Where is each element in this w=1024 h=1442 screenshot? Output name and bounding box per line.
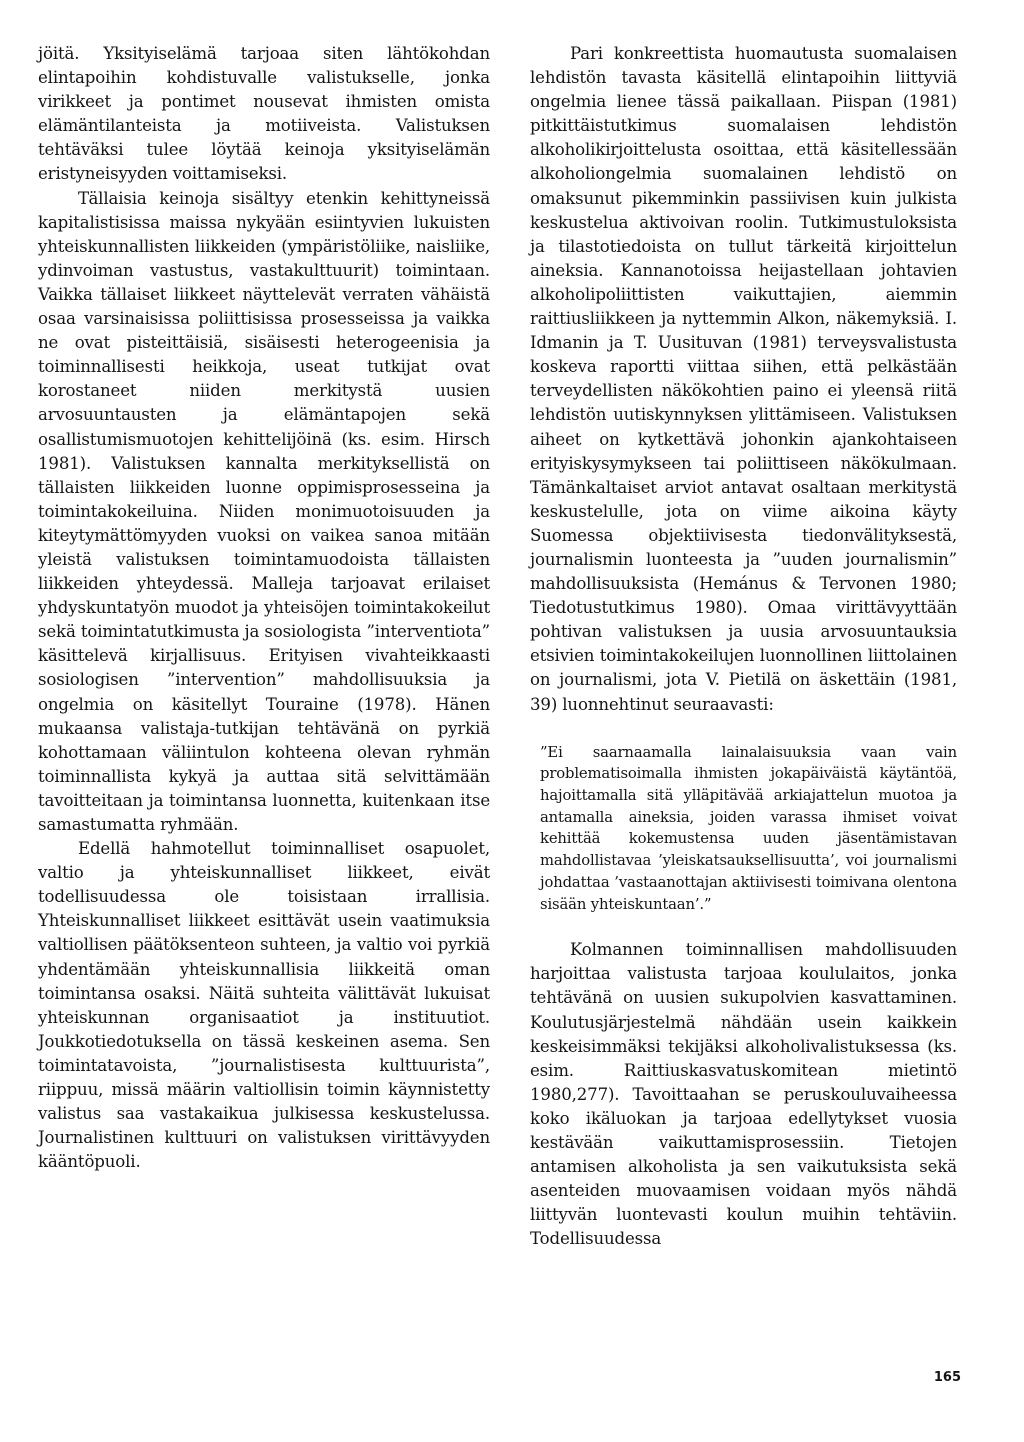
paragraph-school-system: Kolmannen toiminnallisen mahdollisuuden harjoittaa valistusta tarjoaa koululaitos, jonka tehtävänä on uusien sukupolvien kasvattaminen. Koulutusjärjestelmä nähdään usein kaikkein keskeisimmäksi tekijäksi alkoholivalistuksessa (ks. esim. Raittiuskasvatuskomitean mietintö 1980,277). Tavoittaahan se peruskouluvaiheessa koko ikäluokan ja tarjoaa edellytykset vuosia kestävään vaikuttamisprosessiin. Tietojen antamisen alkoholista ja sen vaikutuksista sekä asenteiden muovaamisen voidaan myös nähdä liittyvän luontevasti koulun muihin tehtäviin. Todellisuudessa [530,940,957,1249]
paragraph-continuation: jöitä. Yksityiselämä tarjoaa siten lähtökohdan elintapoihin kohdistuvalle valistukselle, jonka virikkeet ja pontimet nousevat ihmisten omista elämäntilanteista ja motiiveista. Valistuksen tehtäväksi tulee löytää keinoja yksityiselämän eristyneisyyden voittamiseksi. [38,44,490,184]
paragraph-social-movements: Tällaisia keinoja sisältyy etenkin kehittyneissä kapitalistisissa maissa nykyään esiintyvien lukuisten yhteiskunnallisten liikkeiden (ympäristöliike, naisliike, ydinvoiman vastustus, vastakulttuurit) toimintaan. Vaikka tällaiset liikkeet näyttelevät verraten vähäistä osaa varsinaisissa poliittisissa prosesseissa ja vaikka ne ovat pisteittäisiä, sisäisesti heterogeenisia ja toiminnallisesti heikkoja, useat tutkijat ovat korostaneet niiden merkitystä uusien arvosuuntausten ja elämäntapojen sekä osallistumismuotojen kehittelijöinä (ks. esim. Hirsch 1981). Valistuksen kannalta merkityksellistä on tällaisten liikkeiden luonne oppimisprosesseina ja toimintakokeiluina. Niiden monimuotoisuuden ja kiteytymättömyyden vuoksi on vaikea sanoa mitään yleistä valistuksen toimintamuodoista tällaisten liikkeiden yhteydessä. Malleja tarjoavat erilaiset yhdyskuntatyön muodot ja yhteisöjen toimintakokeilut sekä toimintatutkimusta ja sosiologista ”interventiota” käsittelevä kirjallisuus. Erityisen vivahteikkaasti sosiologisen ”intervention” mahdollisuuksia ja ongelmia on käsitellyt Touraine (1978). Hänen mukaansa valistaja-tutkijan tehtävänä on pyrkiä kohottamaan väliintulon kohteena olevan ryhmän toiminnallista kykyä ja auttaa sitä selvittämään tavoitteitaan ja toimintansa luonnetta, kuitenkaan itse samastumatta ryhmään. [38,188,490,834]
page-number: 165 [933,1370,961,1385]
right-column [530,42,957,1251]
paragraph-journalistic-culture: Edellä hahmotellut toiminnalliset osapuolet, valtio ja yhteiskunnalliset liikkeet, eivät todellisuudessa ole toisistaan irrallisia. Yhteiskunnalliset liikkeet esittävät usein vaatimuksia valtiollisen päätöksenteon suhteen, ja valtio voi pyrkiä yhdentämään yhteiskunnallisia liikkeitä oman toimintansa osaksi. Näitä suhteita välittävät lukuisat yhteiskunnan organisaatiot ja instituutiot. Joukkotiedotuksella on tässä keskeinen asema. Sen toimintatavoista, ”journalistisesta kulttuurista”, riippuu, missä määrin valtiollisin toimin käynnistetty valistus saa vastakaikua julkisessa keskustelussa. Journalistinen kulttuuri on valistuksen virittävyyden kääntöpuoli. [38,839,490,1172]
paragraph-press-remarks: Pari konkreettista huomautusta suomalaisen lehdistön tavasta käsitellä elintapoihin liittyviä ongelmia lienee tässä paikallaan. Piispan (1981) pitkittäistutkimus suomalaisen lehdistön alkoholikirjoittelusta osoittaa, että käsitellessään alkoholiongelmia suomalainen lehdistö on omaksunut pikemminkin passiivisen kuin julkista keskustelua aktivoivan roolin. Tutkimustuloksista ja tilastotiedoista on tullut tärkeitä kirjoittelun aineksia. Kannanotoissa heijastellaan johtavien alkoholipoliittisten vaikuttajien, aiemmin raittiusliikkeen ja nyttemmin Alkon, näkemyksiä. I. Idmanin ja T. Uusituvan (1981) terveysvalistusta koskeva raportti viittaa siihen, että pelkästään terveydellisten näkökohtien paino ei yleensä riitä lehdistön uutiskynnyksen ylittämiseen. Valistuksen aiheet on kytkettävä johonkin ajankohtaiseen erityiskysymykseen tai poliittiseen näkökulmaan. Tämänkaltaiset arviot antavat osaltaan merkitystä keskustelulle, jota on viime aikoina käyty Suomessa objektiivisesta tiedonvälityksestä, journalismin luonteesta ja ”uuden journalismin” mahdollisuuksista (Hemánus & Tervonen 1980; Tiedotustutkimus 1980). Omaa virittävyyttään pohtivan valistuksen ja uusia arvosuuntauksia etsivien toimintakokeilujen luonnollinen liittolainen on journalismi, jota V. Pietilä on äskettäin (1981, 39) luonnehtinut seuraavasti: [530,44,957,714]
left-column [38,42,490,1174]
block-quote: ”Ei saarnaamalla lainalaisuuksia vaan vain problematisoimalla ihmisten jokapäiväistä käytäntöä, hajoittamalla sitä ylläpitävää arkiajattelun muotoa ja antamalla aineksia, joiden varassa ihmiset voivat kehittää kokemustensa uuden jäsentämistavan mahdollistavaa ’yleiskatsauksellisuutta’, voi journalismi johdattaa ’vastaanottajan aktiivisesti toimivana olentona sisään yhteiskuntaan’.” [540,743,957,913]
